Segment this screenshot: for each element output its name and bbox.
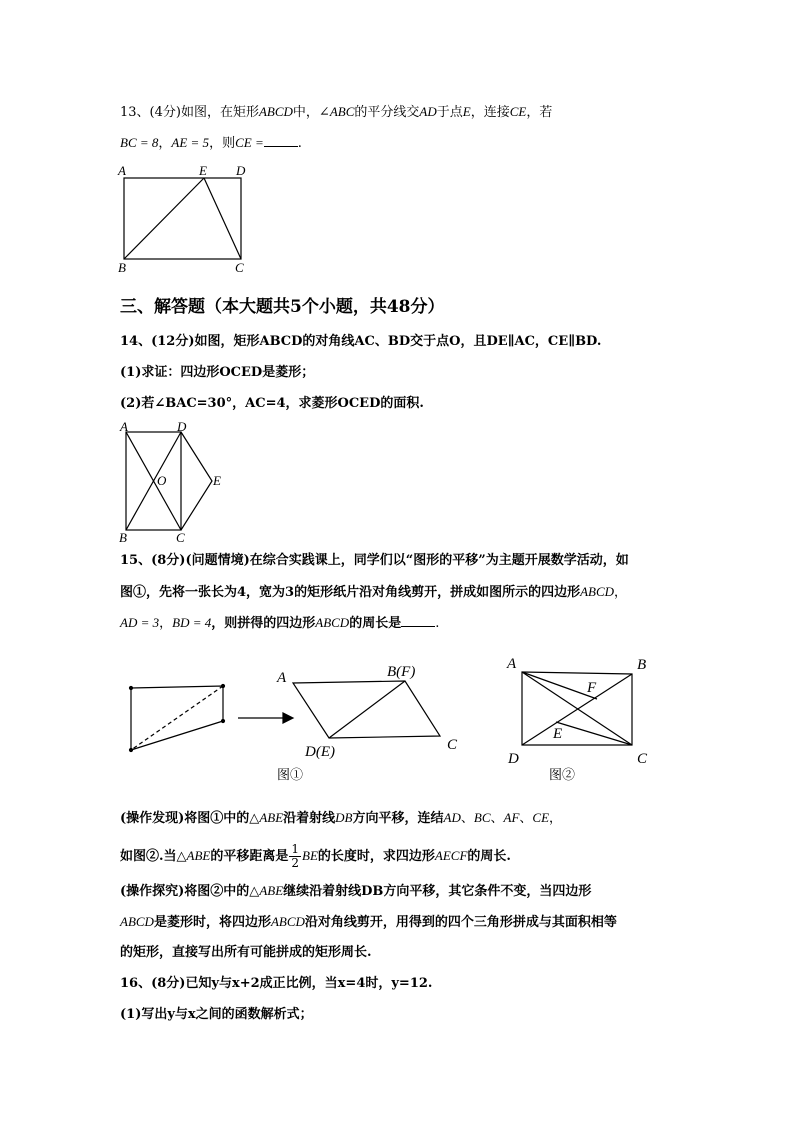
q16-part1: (1)写出y与x之间的函数解析式； [120,1007,313,1022]
q15-op2-line2: ABCD是菱形时，将四边形ABCD沿对角线剪开，用得到的四个三角形拼成与其面积相等 [120,914,617,930]
fraction-one-half: $\frac{1}{2}$ [291,842,300,870]
q14-diagonal-bd [126,432,181,530]
q15-line2: 图①，先将一张长为4，宽为3的矩形纸片沿对角线剪开，拼成如图所示的四边形ABCD， [120,584,628,600]
q15-op1-line2: 如图②.当△ABE的平移距离是 $\frac{1}{2}$ BE的长度时，求四边形AECF的周长. [120,842,511,870]
fig1-label-c: C [447,737,458,753]
q14-part1: (1)求证：四边形OCED是菱形； [120,365,315,380]
q14-label-o: O [157,473,167,488]
fig2-label-d: D [508,751,519,767]
q14-label-b: B [119,530,127,545]
fig1-dashed-diagonal [131,686,223,750]
q15-op1-line1: (操作发现)将图①中的△ABE沿着射线DB方向平移，连结AD、BC、AF、CE， [120,810,563,826]
q13-label-d: D [236,163,246,178]
fig1-label-bf: B(F) [387,664,416,680]
fig2-caption: 图② [549,768,576,783]
q14-label-d: D [177,419,187,434]
fig1-corner [222,720,225,723]
fig2-line-af [522,672,597,699]
q13-label-c: C [235,260,244,275]
q16-line1: 16、(8分)已知y与x+2成正比例，当x=4时，y=12. [120,976,433,991]
fig1-corner [222,685,225,688]
fig1-rectangle [131,686,223,750]
fig2-line-ac [522,672,632,745]
q13-segment-be [124,178,204,259]
section-heading: 三、解答题（本大题共5个小题，共48分） [120,297,445,317]
answer-blank [264,134,298,147]
arrow-head [283,713,293,723]
q15-op2-line3: 的矩形，直接写出所有可能拼成的矩形周长. [120,945,372,960]
q13-line1: 13、(4分)如图，在矩形ABCD中，∠ABC的平分线交AD于点E，连接CE，若 [120,104,553,120]
q13-rectangle [124,178,241,259]
fig2-outline [522,672,632,745]
q15-line3: AD = 3，BD = 4，则拼得的四边形ABCD的周长是 . [120,615,440,631]
q13-label-e: E [199,163,207,178]
fig2-label-c: C [637,751,648,767]
q14-label-c: C [176,530,185,545]
q14-part2: (2)若∠BAC=30°，AC=4，求菱形OCED的面积. [120,396,424,411]
fig2-label-f: F [587,680,597,696]
fig1-corner [130,749,133,752]
q14-rectangle [126,432,181,530]
q14-label-a: A [120,419,128,434]
fig2-line-db [522,674,632,745]
q14-label-e: E [213,473,221,488]
fig1-label-de: D(E) [305,744,335,760]
fig2-label-b: B [637,657,647,673]
fig1-parallelogram [293,681,440,738]
q15-line1: 15、(8分)(问题情境)在综合实践课上，同学们以“图形的平移”为主题开展数学活动，如 [120,553,629,568]
answer-blank [401,614,435,627]
fig1-caption: 图① [277,768,304,783]
q14-segments-de-ec [181,432,212,530]
q13-label-a: A [118,163,126,178]
q13-label-b: B [118,260,126,275]
fig2-label-a: A [507,656,517,672]
fig2-line-ec [556,722,632,745]
fig1-corner [130,687,133,690]
q14-line1: 14、(12分)如图，矩形ABCD的对角线AC、BD交于点O，且DE∥AC，CE∥BD. [120,334,602,349]
q13-line2: BC = 8，AE = 5，则CE = . [120,135,302,151]
q15-op2-line1: (操作探究)将图②中的△ABE继续沿着射线DB方向平移，其它条件不变，当四边形 [120,883,592,899]
fig1-label-a: A [277,670,287,686]
fig2-label-e: E [553,726,563,742]
q13-segment-ec [204,178,241,259]
fig1-diagonal-bd [329,681,405,738]
q14-diagonal-ac [126,432,181,530]
